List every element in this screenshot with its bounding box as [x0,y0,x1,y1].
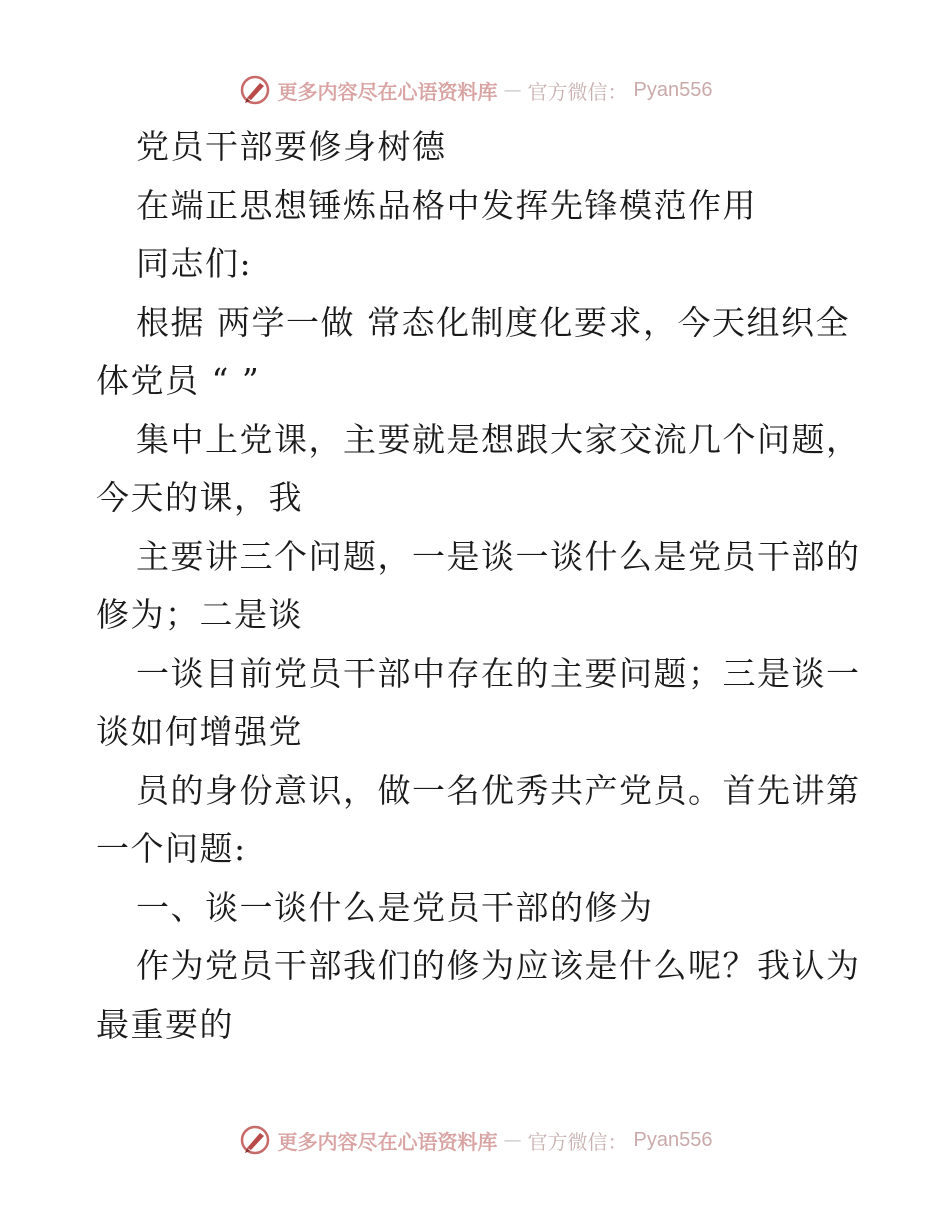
watermark-separator: — [503,79,522,101]
body-line: 作为党员干部我们的修为应该是什么呢？我认为 [136,946,861,985]
body-line: 修为；二是谈 [96,595,303,634]
watermark-contact: Pyan556 [633,78,713,101]
body-line: 根据 两学一做 常态化制度化要求，今天组织全 [136,302,850,342]
document-body [96,118,861,1054]
watermark-contact: Pyan556 [633,1128,713,1151]
section-heading: 一、谈一谈什么是党员干部的修为 [136,887,654,927]
document-subtitle: 在端正思想锤炼品格中发挥先锋模范作用 [136,185,757,225]
body-line: 最重要的 [96,1004,234,1044]
watermark-brand: 更多内容尽在心语资料库 [277,79,498,104]
body-line: 体党员 “ ” [96,361,261,400]
body-line: 今天的课，我 [96,478,303,517]
body-line: 谈如何增强党 [96,712,303,751]
document-title: 党员干部要修身树德 [136,127,447,166]
footer-watermark [0,1120,950,1160]
body-line: 主要讲三个问题，一是谈一谈什么是党员干部的 [136,536,861,576]
body-line: 一谈目前党员干部中存在的主要问题；三是谈一 [136,653,861,693]
watermark-separator: — [503,1129,522,1151]
body-line: 员的身份意识，做一名优秀共产党员。首先讲第 [136,770,861,810]
watermark-official: 官方微信： [527,1129,628,1154]
body-line: 一个问题: [96,829,247,868]
pen-logo-icon [238,73,272,107]
salutation: 同志们: [136,244,253,283]
body-line: 集中上党课，主要就是想跟大家交流几个问题， [136,419,861,459]
watermark-brand: 更多内容尽在心语资料库 [277,1129,498,1154]
header-watermark [0,70,950,110]
watermark-official: 官方微信： [527,79,628,104]
pen-logo-icon [238,1123,272,1157]
